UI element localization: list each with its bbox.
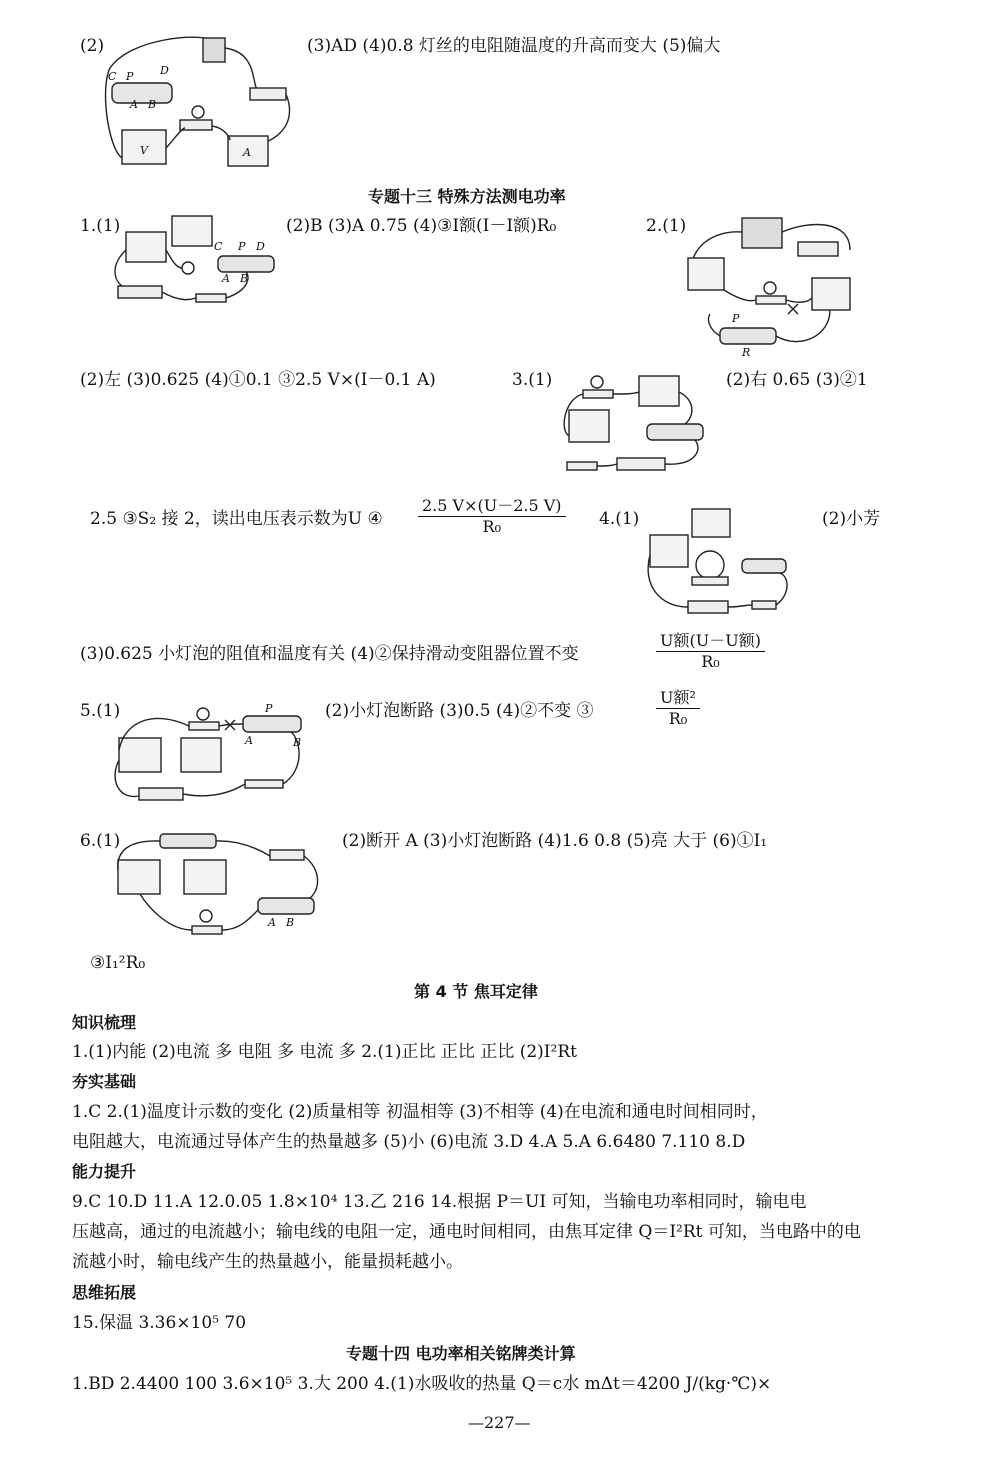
page-number: —227— — [468, 1413, 531, 1432]
answer-line: (2)B (3)A 0.75 (4)③I额(I－I额)R₀ — [286, 216, 557, 236]
fraction — [656, 631, 765, 672]
circuit-diagram — [110, 210, 280, 314]
svg-text:B: B — [293, 736, 302, 749]
answer-line: (3)AD (4)0.8 灯丝的电阻随温度的升高而变大 (5)偏大 — [307, 36, 721, 56]
svg-text:D: D — [256, 240, 265, 253]
svg-text:C: C — [214, 240, 223, 253]
q-label: (2) — [80, 36, 105, 56]
fraction-denominator: R₀ — [482, 517, 502, 536]
svg-text:A: A — [222, 272, 230, 285]
fraction — [418, 496, 566, 537]
svg-text:P: P — [732, 312, 740, 325]
circuit-diagram — [680, 210, 860, 364]
answer-line: 流越小时，输电线产生的热量越小，能量损耗越小。 — [72, 1252, 463, 1272]
q-label: 2.(1) — [646, 216, 687, 236]
svg-text:A: A — [245, 734, 253, 747]
fraction-numerator: U额² — [656, 688, 700, 709]
answer-line: (3)0.625 小灯泡的阻值和温度有关 (4)②保持滑动变阻器位置不变 — [80, 644, 579, 664]
answer-line: (2)小芳 — [822, 509, 881, 529]
answer-line: 1.BD 2.4400 100 3.6×10⁵ 3.大 200 4.(1)水吸收的热量 Q＝c水 mΔt＝4200 J/(kg·℃)× — [72, 1374, 772, 1394]
answer-line: (2)小灯泡断路 (3)0.5 (4)②不变 ③ — [325, 701, 594, 721]
fraction-numerator: U额(U－U额) — [656, 631, 765, 652]
circuit-diagram — [110, 830, 320, 946]
section-title: 第 4 节 焦耳定律 — [414, 982, 538, 1001]
answer-line: 1.C 2.(1)温度计示数的变化 (2)质量相等 初温相等 (3)不相等 (4)在电流和通电时间相同时， — [72, 1102, 768, 1122]
circuit-diagram — [105, 700, 305, 812]
q-label: 1.(1) — [80, 216, 121, 236]
fraction-denominator: R₀ — [701, 652, 720, 671]
fraction-numerator: 2.5 V×(U－2.5 V) — [418, 496, 566, 517]
answer-line: 1.(1)内能 (2)电流 多 电阻 多 电流 多 2.(1)正比 正比 正比 (2)I²Rt — [72, 1042, 577, 1062]
q-label: 6.(1) — [80, 831, 121, 851]
answer-line: 15.保温 3.36×10⁵ 70 — [72, 1313, 247, 1333]
answer-line: (2)左 (3)0.625 (4)①0.1 ③2.5 V×(I－0.1 A) — [80, 370, 436, 390]
fraction — [656, 688, 700, 729]
q-label: 3.(1) — [512, 370, 553, 390]
answer-line: (2)断开 A (3)小灯泡断路 (4)1.6 0.8 (5)亮 大于 (6)①I₁ — [342, 831, 768, 851]
subsection-heading: 知识梳理 — [72, 1013, 137, 1032]
svg-text:B: B — [148, 98, 157, 111]
answer-line: 2.5 ③S₂ 接 2，读出电压表示数为U ④ — [90, 509, 383, 529]
svg-text:D: D — [160, 64, 169, 77]
section-title: 专题十三 特殊方法测电功率 — [368, 187, 566, 206]
svg-text:C: C — [108, 70, 117, 83]
svg-text:A: A — [243, 146, 251, 159]
q-label: 4.(1) — [599, 509, 640, 529]
answer-line: (2)右 0.65 (3)②1 — [726, 370, 868, 390]
subsection-heading: 思维拓展 — [72, 1283, 137, 1302]
circuit-diagram — [100, 28, 300, 182]
svg-text:A: A — [130, 98, 138, 111]
section-title: 专题十四 电功率相关铭牌类计算 — [346, 1344, 576, 1363]
svg-text:P: P — [265, 702, 273, 715]
answer-line: 9.C 10.D 11.A 12.0.05 1.8×10⁴ 13.乙 216 14.根据 P＝UI 可知，当输电功率相同时，输电电 — [72, 1192, 807, 1212]
svg-text:V: V — [140, 144, 148, 157]
svg-text:R: R — [742, 346, 751, 359]
subsection-heading: 夯实基础 — [72, 1072, 137, 1091]
svg-text:P: P — [238, 240, 246, 253]
circuit-diagram — [640, 505, 790, 621]
svg-text:A: A — [268, 916, 276, 929]
answer-line: 电阻越大，电流通过导体产生的热量越多 (5)小 (6)电流 3.D 4.A 5.A 6.6480 7.110 8.D — [72, 1132, 746, 1152]
q-label: 5.(1) — [80, 701, 121, 721]
svg-text:P: P — [126, 70, 134, 83]
answer-line: ③I₁²R₀ — [90, 953, 146, 973]
answer-line: 压越高，通过的电流越小；输电线的电阻一定，通电时间相同，由焦耳定律 Q＝I²Rt 可知，当电路中的电 — [72, 1222, 861, 1242]
svg-text:B: B — [286, 916, 295, 929]
fraction-denominator: R₀ — [668, 709, 688, 728]
subsection-heading: 能力提升 — [72, 1162, 137, 1181]
circuit-diagram — [555, 370, 715, 486]
svg-text:B: B — [240, 272, 249, 285]
